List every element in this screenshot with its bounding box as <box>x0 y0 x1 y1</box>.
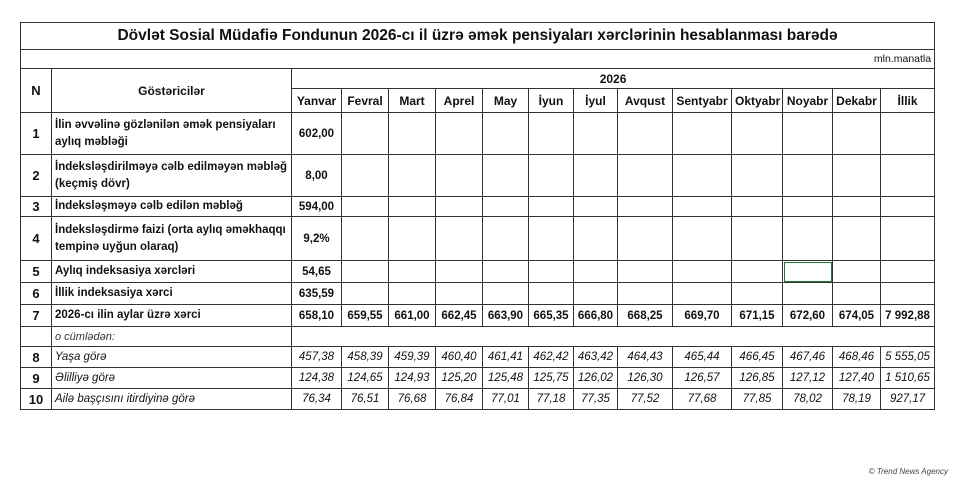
cell-value[interactable] <box>483 283 529 305</box>
cell-value[interactable] <box>673 283 732 305</box>
cell-value[interactable] <box>436 217 483 261</box>
cell-value[interactable] <box>342 113 389 155</box>
table-row <box>21 197 935 217</box>
header-n: N <box>21 69 52 113</box>
row-number: 10 <box>21 389 52 410</box>
cell-value[interactable] <box>436 155 483 197</box>
cell-value[interactable] <box>483 261 529 283</box>
cell-value[interactable]: 124,38 <box>292 368 342 389</box>
cell-value[interactable]: 124,65 <box>342 368 389 389</box>
table-row <box>21 389 935 410</box>
cell-value[interactable]: 668,25 <box>618 305 673 327</box>
cell-value[interactable] <box>618 217 673 261</box>
cell-value[interactable] <box>881 217 935 261</box>
cell-value[interactable] <box>436 113 483 155</box>
header-month: Aprel <box>436 89 483 113</box>
pension-table <box>20 22 935 410</box>
cell-value[interactable]: 459,39 <box>389 347 436 368</box>
cell-value[interactable] <box>783 217 833 261</box>
cell-value[interactable]: 126,02 <box>574 368 618 389</box>
table-row <box>21 347 935 368</box>
header-year: 2026 <box>292 69 935 89</box>
cell-value[interactable] <box>342 283 389 305</box>
cell-value[interactable] <box>732 197 783 217</box>
row-label: İndeksləşdirilməyə cəlb edilməyən məbləğ (keçmiş dövr) <box>52 155 292 197</box>
header-month: Dekabr <box>833 89 881 113</box>
cell-value[interactable] <box>574 155 618 197</box>
cell-value[interactable] <box>436 197 483 217</box>
cell-value[interactable]: 658,10 <box>292 305 342 327</box>
cell-value[interactable]: 126,85 <box>732 368 783 389</box>
cell-value[interactable] <box>529 261 574 283</box>
cell-value[interactable] <box>436 261 483 283</box>
cell-value[interactable] <box>732 155 783 197</box>
row-number: 6 <box>21 283 52 305</box>
cell-value[interactable]: 76,34 <box>292 389 342 410</box>
cell-value[interactable]: 76,51 <box>342 389 389 410</box>
cell-value[interactable] <box>833 261 881 283</box>
unit-label: mln.manatla <box>21 50 935 69</box>
cell-value[interactable] <box>342 217 389 261</box>
cell-value[interactable] <box>833 113 881 155</box>
cell-value[interactable] <box>342 197 389 217</box>
cell-value[interactable] <box>673 217 732 261</box>
cell-value[interactable] <box>783 113 833 155</box>
table-row <box>21 283 935 305</box>
cell-value[interactable]: 125,75 <box>529 368 574 389</box>
cell-value[interactable]: 466,45 <box>732 347 783 368</box>
row-number: 8 <box>21 347 52 368</box>
cell-value[interactable]: 8,00 <box>292 155 342 197</box>
cell-value[interactable]: 5 555,05 <box>881 347 935 368</box>
cell-value[interactable] <box>732 283 783 305</box>
cell-value[interactable]: 77,35 <box>574 389 618 410</box>
cell-value[interactable] <box>881 155 935 197</box>
cell-value[interactable] <box>389 155 436 197</box>
row-label: İlin əvvəlinə gözlənilən əmək pensiyaları aylıq məbləği <box>52 113 292 155</box>
cell-value[interactable]: 127,40 <box>833 368 881 389</box>
cell-value[interactable]: 460,40 <box>436 347 483 368</box>
cell-value[interactable] <box>673 155 732 197</box>
header-month: Mart <box>389 89 436 113</box>
cell-value[interactable]: 1 510,65 <box>881 368 935 389</box>
cell-value[interactable]: 54,65 <box>292 261 342 283</box>
table-row <box>21 261 935 283</box>
cell-value[interactable]: 666,80 <box>574 305 618 327</box>
cell-value[interactable] <box>833 283 881 305</box>
cell-value[interactable]: 77,68 <box>673 389 732 410</box>
table-row <box>21 217 935 261</box>
cell-value[interactable] <box>574 261 618 283</box>
cell-value[interactable]: 671,15 <box>732 305 783 327</box>
cell-value[interactable]: 463,42 <box>574 347 618 368</box>
cell-value[interactable] <box>483 113 529 155</box>
header-month: Noyabr <box>783 89 833 113</box>
cell-value[interactable]: 594,00 <box>292 197 342 217</box>
cell-value[interactable] <box>436 283 483 305</box>
cell-value[interactable]: 77,18 <box>529 389 574 410</box>
header-indicators: Göstəricilər <box>52 69 292 113</box>
cell-value[interactable]: 462,42 <box>529 347 574 368</box>
cell-value[interactable] <box>833 197 881 217</box>
cell-value[interactable] <box>673 197 732 217</box>
row-label: İndeksləşdirmə faizi (orta aylıq əməkhaqqı tempinə uyğun olaraq) <box>52 217 292 261</box>
cell-value[interactable] <box>783 261 833 283</box>
cell-value[interactable] <box>618 283 673 305</box>
cell-value[interactable]: 927,17 <box>881 389 935 410</box>
cell-value[interactable]: 659,55 <box>342 305 389 327</box>
cell-value[interactable] <box>783 283 833 305</box>
row-number: 2 <box>21 155 52 197</box>
row-number: 9 <box>21 368 52 389</box>
header-month: Oktyabr <box>732 89 783 113</box>
spreadsheet <box>20 22 933 410</box>
cell-value[interactable] <box>483 155 529 197</box>
table-row <box>21 368 935 389</box>
cell-value[interactable] <box>342 261 389 283</box>
cell-value[interactable]: 665,35 <box>529 305 574 327</box>
row-label: Aylıq indeksasiya xərcləri <box>52 261 292 283</box>
cell-value[interactable]: 457,38 <box>292 347 342 368</box>
cell-value[interactable] <box>574 283 618 305</box>
cell-value[interactable]: 125,48 <box>483 368 529 389</box>
table-row <box>21 155 935 197</box>
cell-value[interactable] <box>389 217 436 261</box>
cell-value[interactable]: 126,30 <box>618 368 673 389</box>
table-row <box>21 305 935 327</box>
empty-cell <box>21 327 52 347</box>
cell-value[interactable] <box>833 155 881 197</box>
cell-value[interactable]: 663,90 <box>483 305 529 327</box>
cell-value[interactable] <box>783 155 833 197</box>
row-label: Ailə başçısını itirdiyinə görə <box>52 389 292 410</box>
cell-value[interactable]: 125,20 <box>436 368 483 389</box>
cell-value[interactable] <box>881 197 935 217</box>
cell-value[interactable]: 669,70 <box>673 305 732 327</box>
sub-note-row <box>21 327 935 347</box>
cell-value[interactable]: 602,00 <box>292 113 342 155</box>
cell-value[interactable] <box>529 283 574 305</box>
header-month: Fevral <box>342 89 389 113</box>
cell-value[interactable] <box>529 197 574 217</box>
cell-value[interactable]: 7 992,88 <box>881 305 935 327</box>
row-number: 3 <box>21 197 52 217</box>
cell-value[interactable]: 661,00 <box>389 305 436 327</box>
cell-value[interactable] <box>618 155 673 197</box>
row-label: İndeksləşməyə cəlb edilən məbləğ <box>52 197 292 217</box>
cell-value[interactable]: 78,02 <box>783 389 833 410</box>
cell-value[interactable]: 672,60 <box>783 305 833 327</box>
cell-value[interactable] <box>529 113 574 155</box>
cell-value[interactable] <box>881 283 935 305</box>
cell-value[interactable]: 468,46 <box>833 347 881 368</box>
cell-value[interactable] <box>574 217 618 261</box>
cell-value[interactable]: 77,01 <box>483 389 529 410</box>
row-number: 5 <box>21 261 52 283</box>
cell-value[interactable]: 126,57 <box>673 368 732 389</box>
table-title: Dövlət Sosial Müdafiə Fondunun 2026-cı il üzrə əmək pensiyaları xərclərinin hesablanması barədə <box>21 23 935 50</box>
cell-value[interactable] <box>529 217 574 261</box>
header-month: May <box>483 89 529 113</box>
header-month: Yanvar <box>292 89 342 113</box>
row-label: 2026-cı ilin aylar üzrə xərci <box>52 305 292 327</box>
cell-value[interactable] <box>389 283 436 305</box>
cell-value[interactable] <box>673 113 732 155</box>
cell-value[interactable]: 77,85 <box>732 389 783 410</box>
cell-value[interactable] <box>618 261 673 283</box>
row-number: 4 <box>21 217 52 261</box>
cell-value[interactable] <box>483 217 529 261</box>
cell-value[interactable]: 76,84 <box>436 389 483 410</box>
cell-value[interactable] <box>732 261 783 283</box>
empty-cell <box>292 327 935 347</box>
header-month: İllik <box>881 89 935 113</box>
cell-value[interactable]: 461,41 <box>483 347 529 368</box>
cell-value[interactable] <box>529 155 574 197</box>
header-month: İyul <box>574 89 618 113</box>
row-number: 7 <box>21 305 52 327</box>
cell-value[interactable] <box>881 113 935 155</box>
sub-note: o cümlədən: <box>52 327 292 347</box>
header-month: İyun <box>529 89 574 113</box>
cell-value[interactable] <box>389 197 436 217</box>
cell-value[interactable] <box>618 113 673 155</box>
cell-value[interactable]: 464,43 <box>618 347 673 368</box>
cell-value[interactable] <box>574 113 618 155</box>
header-month: Avqust <box>618 89 673 113</box>
cell-value[interactable] <box>618 197 673 217</box>
row-label: Yaşa görə <box>52 347 292 368</box>
row-label: Əlilliyə görə <box>52 368 292 389</box>
table-row <box>21 113 935 155</box>
cell-value[interactable]: 458,39 <box>342 347 389 368</box>
cell-value[interactable]: 127,12 <box>783 368 833 389</box>
row-number: 1 <box>21 113 52 155</box>
cell-value[interactable] <box>881 261 935 283</box>
cell-value[interactable] <box>483 197 529 217</box>
cell-value[interactable]: 465,44 <box>673 347 732 368</box>
cell-value[interactable]: 635,59 <box>292 283 342 305</box>
cell-value[interactable]: 124,93 <box>389 368 436 389</box>
cell-value[interactable]: 467,46 <box>783 347 833 368</box>
cell-value[interactable] <box>389 113 436 155</box>
cell-value[interactable]: 674,05 <box>833 305 881 327</box>
header-month: Sentyabr <box>673 89 732 113</box>
cell-value[interactable] <box>833 217 881 261</box>
cell-value[interactable] <box>342 155 389 197</box>
cell-value[interactable]: 77,52 <box>618 389 673 410</box>
cell-value[interactable]: 76,68 <box>389 389 436 410</box>
cell-value[interactable]: 662,45 <box>436 305 483 327</box>
cell-value[interactable] <box>574 197 618 217</box>
watermark: © Trend News Agency <box>868 467 948 476</box>
cell-value[interactable]: 9,2% <box>292 217 342 261</box>
cell-value[interactable] <box>732 217 783 261</box>
row-label: İllik indeksasiya xərci <box>52 283 292 305</box>
cell-value[interactable] <box>389 261 436 283</box>
cell-value[interactable]: 78,19 <box>833 389 881 410</box>
cell-value[interactable] <box>783 197 833 217</box>
cell-value[interactable] <box>673 261 732 283</box>
cell-value[interactable] <box>732 113 783 155</box>
